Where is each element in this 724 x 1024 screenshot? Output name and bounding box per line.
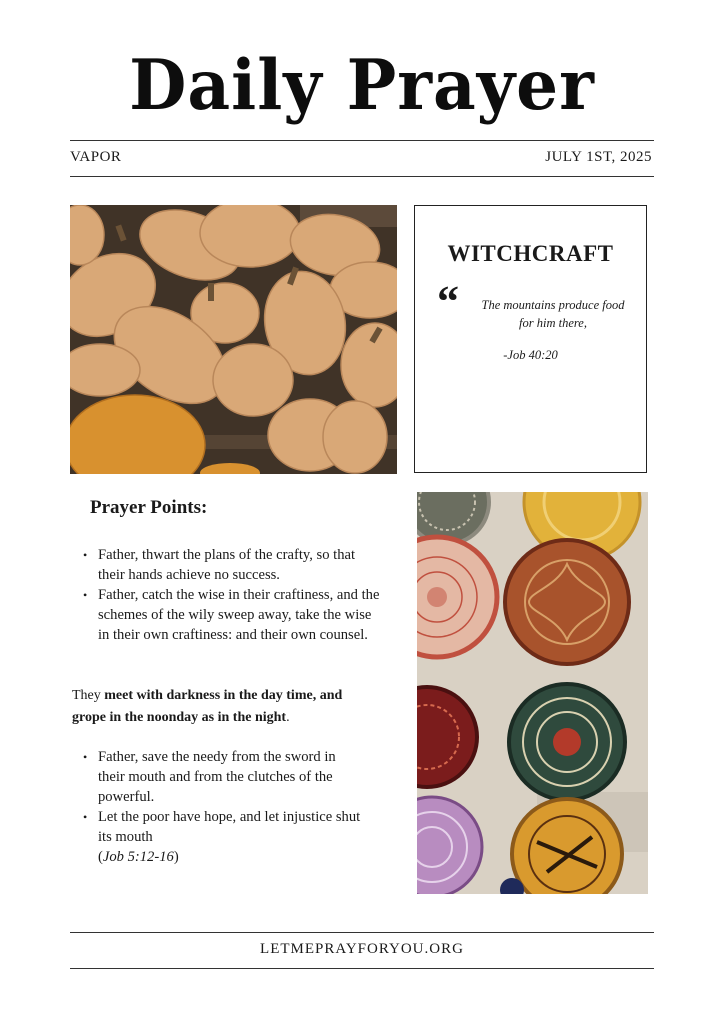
- scripture-lead: They: [72, 688, 105, 703]
- quote-text: The mountains produce food for him there,: [481, 298, 625, 330]
- list-item: • Father, save the needy from the sword in their mouth and from the clutches of the powerful.: [72, 747, 362, 807]
- prayer-points-list-a: [72, 545, 382, 645]
- citation: Job 5:12-16: [102, 849, 174, 865]
- page-title: Daily Prayer: [129, 44, 595, 126]
- footer-top-rule: [70, 932, 654, 933]
- list-item-text: Let the poor have hope, and let injustice shut its mouth: [98, 809, 361, 845]
- header-bottom-rule: [70, 176, 654, 177]
- header-top-rule: [70, 140, 654, 141]
- list-item: • Father, thwart the plans of the crafty, so that their hands achieve no success.: [72, 545, 382, 585]
- header-date: JULY 1ST, 2025: [545, 149, 652, 165]
- prayer-points-list-b: [72, 747, 362, 867]
- footer-website: LETMEPRAYFORYOU.ORG: [260, 941, 464, 957]
- scripture-bold: meet with darkness in the day time, and grope in the noonday as in the night: [72, 688, 343, 725]
- footer-bottom-rule: [70, 968, 654, 969]
- scripture-paragraph: [72, 685, 372, 729]
- prayer-points-heading: Prayer Points:: [90, 497, 208, 518]
- plates-photo: [417, 492, 648, 894]
- header-left-label: VAPOR: [70, 149, 122, 165]
- quote-reference: -Job 40:20: [503, 348, 558, 362]
- squash-photo: [70, 205, 397, 474]
- list-item: • Father, catch the wise in their craftiness, and the schemes of the wily sweep away, take the wise in their own craftiness: and their own counsel.: [72, 585, 382, 645]
- quote-box: [414, 205, 647, 473]
- citation-close: ): [173, 849, 179, 865]
- scripture-end: .: [286, 710, 290, 725]
- citation-open: (: [98, 849, 103, 865]
- list-item: [72, 807, 362, 867]
- quote-mark-icon: “: [437, 277, 459, 326]
- quote-box-title: WITCHCRAFT: [447, 241, 614, 266]
